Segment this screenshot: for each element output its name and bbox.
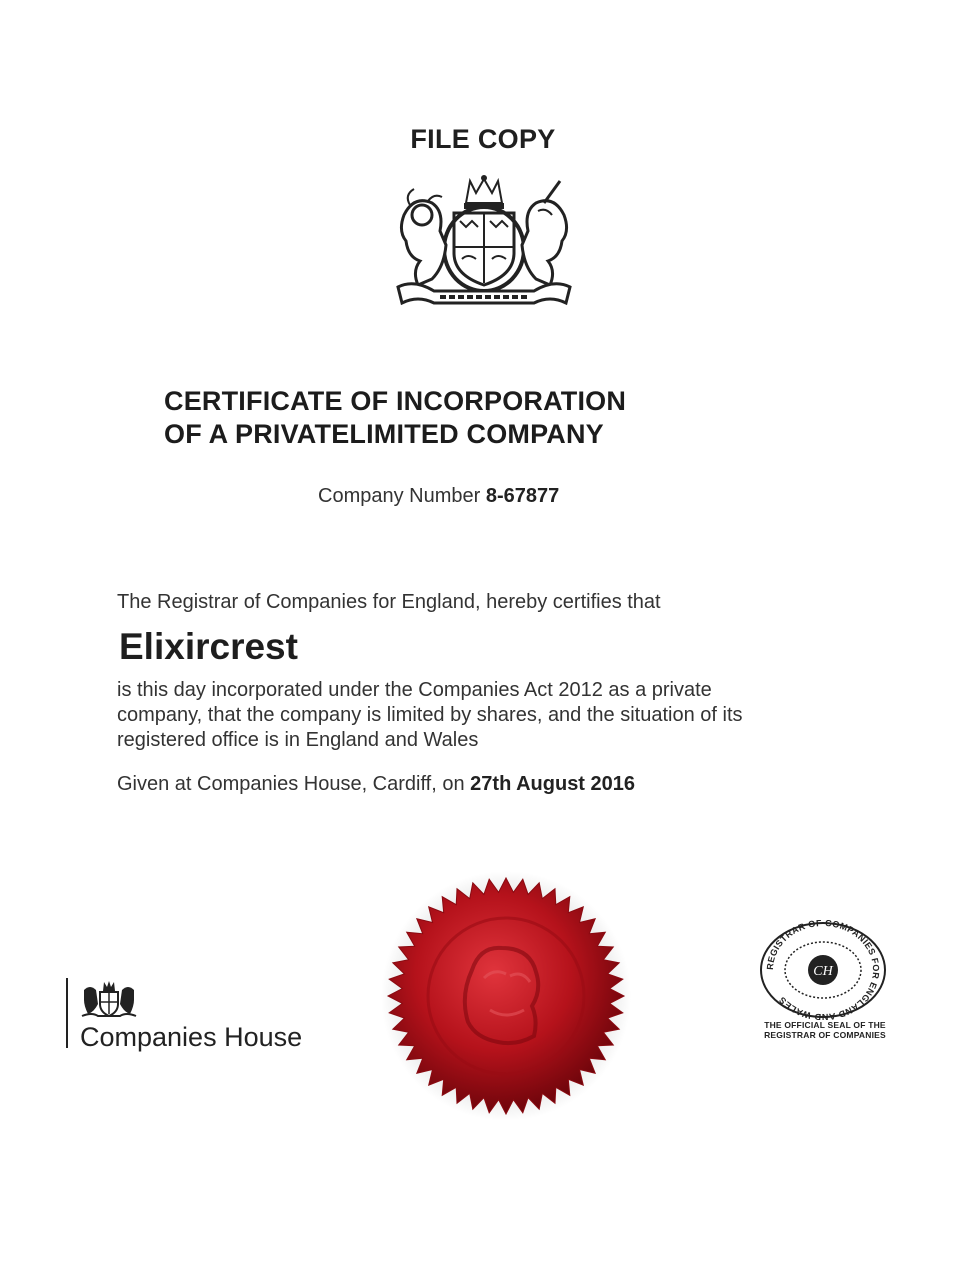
company-number-label: Company Number (318, 485, 481, 507)
registrar-seal-icon (752, 920, 894, 1020)
given-prefix: Given at Companies House, Cardiff, on (117, 773, 465, 795)
given-at-line (117, 772, 635, 797)
companies-house-logo-bar (66, 978, 68, 1048)
royal-coat-of-arms-icon (384, 175, 584, 307)
company-number-value: 8-67877 (485, 485, 560, 507)
seal-caption-line-2: REGISTRAR OF COMPANIES (764, 1030, 886, 1040)
incorporation-line-2: company, that the company is limited by shares, and the situation of its (117, 704, 743, 726)
incorporation-line-1: is this day incorporated under the Companies Act 2012 as a private (117, 679, 712, 701)
registrar-seal-ring-text: REGISTRAR OF COMPANIES FOR ENGLAND AND WALES (764, 920, 882, 1020)
company-name: Elixircrest (119, 626, 298, 667)
company-number-line (318, 485, 559, 508)
registrar-seal-monogram: CH (813, 964, 833, 979)
incorporation-line-3: registered office is in England and Wales (117, 729, 479, 751)
registrar-statement: The Registrar of Companies for England, hereby certifies that (117, 591, 661, 613)
registrar-seal-caption (730, 1020, 920, 1040)
seal-caption-line-1: THE OFFICIAL SEAL OF THE (764, 1020, 886, 1030)
companies-house-label: Companies House (80, 1022, 303, 1052)
wax-seal-icon (380, 870, 632, 1122)
incorporation-date: 27th August 2016 (470, 773, 636, 795)
certificate-title-line-1: CERTIFICATE OF INCORPORATION (164, 386, 627, 416)
incorporation-statement (117, 678, 743, 753)
companies-house-crest-icon (78, 978, 140, 1020)
certificate-title-line-2: OF A PRIVATELIMITED COMPANY (164, 419, 604, 449)
file-copy-heading: FILE COPY (410, 124, 556, 154)
